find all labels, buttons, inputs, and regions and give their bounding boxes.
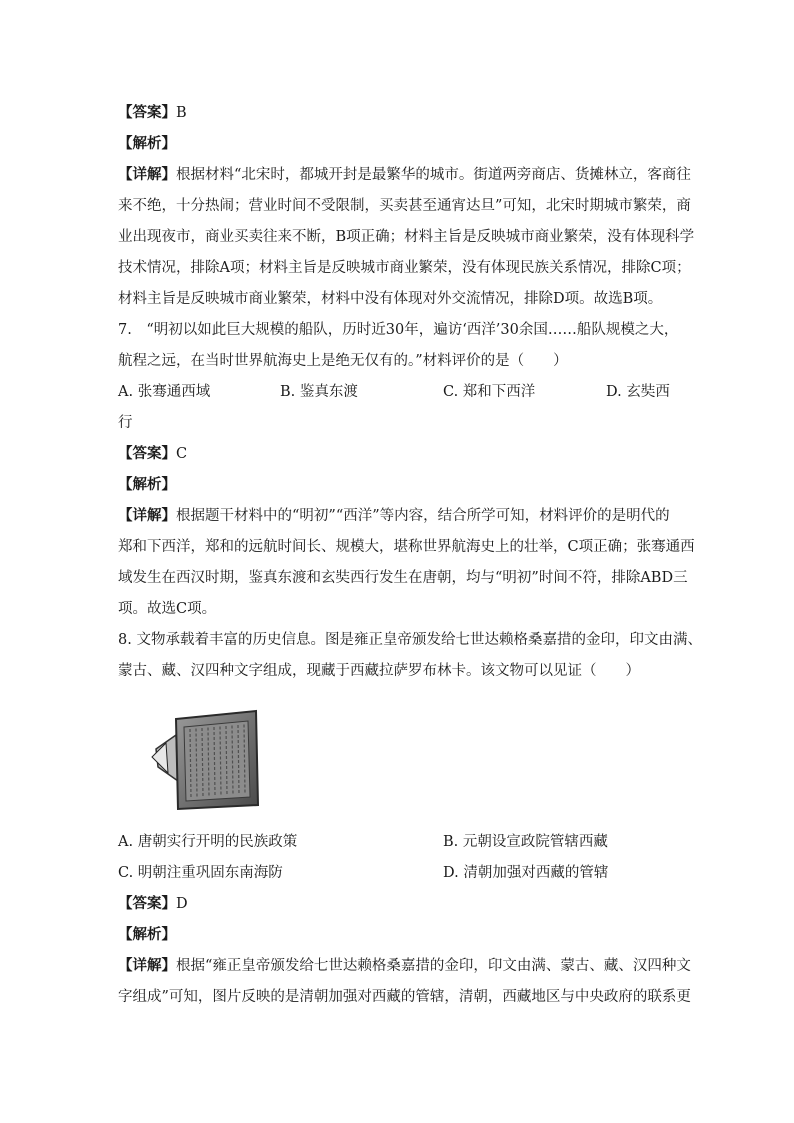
question-line: 7. “明初以如此巨大规模的船队，历时近30年，遍访‘西洋’30余国……船队规模之大， xyxy=(118,322,679,338)
document-page xyxy=(118,98,702,1013)
options-row xyxy=(118,827,678,858)
detail-text: 域发生在西汉时期，鉴真东渡和玄奘西行发生在唐朝，均与“明初”时间不符，排除ABD三 xyxy=(118,570,688,586)
answer-label: 【答案】 xyxy=(118,446,176,462)
option-c: C. 郑和下西洋 xyxy=(443,384,536,400)
figure-container xyxy=(118,687,678,827)
answer-value: C xyxy=(176,446,188,462)
answer-line xyxy=(118,889,678,920)
detail-line xyxy=(118,563,688,594)
analysis-heading: 【解析】 xyxy=(118,477,176,493)
detail-line xyxy=(118,501,678,532)
detail-line xyxy=(118,951,691,982)
detail-label: 【详解】 xyxy=(118,958,176,974)
option-item: A. 唐朝实行开明的民族政策 xyxy=(118,834,298,850)
question-line: 航程之远，在当时世界航海史上是绝无仅有的。”材料评价的是（ ） xyxy=(118,353,568,369)
detail-text: 郑和下西洋，郑和的远航时间长、规模大，堪称世界航海史上的壮举，C项正确；张骞通西 xyxy=(118,539,695,555)
detail-line xyxy=(118,284,678,315)
question-line: 8. 文物承载着丰富的历史信息。图是雍正皇帝颁发给七世达赖格桑嘉措的金印，印文由满、 xyxy=(118,632,702,648)
detail-text: 来不绝，十分热闹；营业时间不受限制，买卖甚至通宵达旦”可知，北宋时期城市繁荣，商 xyxy=(118,198,691,214)
analysis-heading: 【解析】 xyxy=(118,927,176,943)
detail-label: 【详解】 xyxy=(118,508,176,524)
options-row xyxy=(118,377,678,408)
option-item: B. 元朝设宣政院管辖西藏 xyxy=(443,834,608,850)
answer-label: 【答案】 xyxy=(118,105,176,121)
detail-line xyxy=(118,160,691,191)
detail-text: 根据材料“北宋时，都城开封是最繁华的城市。街道两旁商店、货摊林立，客商往 xyxy=(176,167,691,183)
option-item: D. 清朝加强对西藏的管辖 xyxy=(443,865,609,881)
detail-line xyxy=(118,222,695,253)
detail-line xyxy=(118,982,691,1013)
option-d: D. 玄奘西 xyxy=(606,384,670,400)
option-a: A. 张骞通西域 xyxy=(118,384,211,400)
detail-text: 业出现夜市，商业买卖往来不断，B项正确；材料主旨是反映城市商业繁荣，没有体现科学 xyxy=(118,229,695,245)
detail-text: 技术情况，排除A项；材料主旨是反映城市商业繁荣，没有体现民族关系情况，排除C项； xyxy=(118,260,691,276)
detail-line xyxy=(118,532,695,563)
detail-line xyxy=(118,594,678,625)
detail-line xyxy=(118,191,691,222)
answer-label: 【答案】 xyxy=(118,896,176,912)
question-line: 蒙古、藏、汉四种文字组成，现藏于西藏拉萨罗布林卡。该文物可以见证（ ） xyxy=(118,663,640,679)
options-row xyxy=(118,858,678,889)
detail-text: 项。故选C项。 xyxy=(118,601,217,617)
detail-label: 【详解】 xyxy=(118,167,176,183)
answer-value: D xyxy=(176,896,188,912)
option-b: B. 鉴真东渡 xyxy=(280,384,358,400)
detail-text: 根据题干材料中的“明初”“西洋”等内容，结合所学可知，材料评价的是明代的 xyxy=(176,508,670,524)
detail-text: 根据“雍正皇帝颁发给七世达赖格桑嘉措的金印，印文由满、蒙古、藏、汉四种文 xyxy=(176,958,691,974)
golden-seal-image xyxy=(148,697,268,817)
option-item: C. 明朝注重巩固东南海防 xyxy=(118,865,283,881)
answer-value: B xyxy=(176,105,187,121)
detail-text: 字组成”可知，图片反映的是清朝加强对西藏的管辖，清朝，西藏地区与中央政府的联系更 xyxy=(118,989,691,1005)
answer-line xyxy=(118,439,678,470)
analysis-heading: 【解析】 xyxy=(118,136,176,152)
answer-line xyxy=(118,98,678,129)
detail-line xyxy=(118,253,691,284)
detail-text: 材料主旨是反映城市商业繁荣，材料中没有体现对外交流情况，排除D项。故选B项。 xyxy=(118,291,663,307)
option-wrap-text: 行 xyxy=(118,415,133,431)
